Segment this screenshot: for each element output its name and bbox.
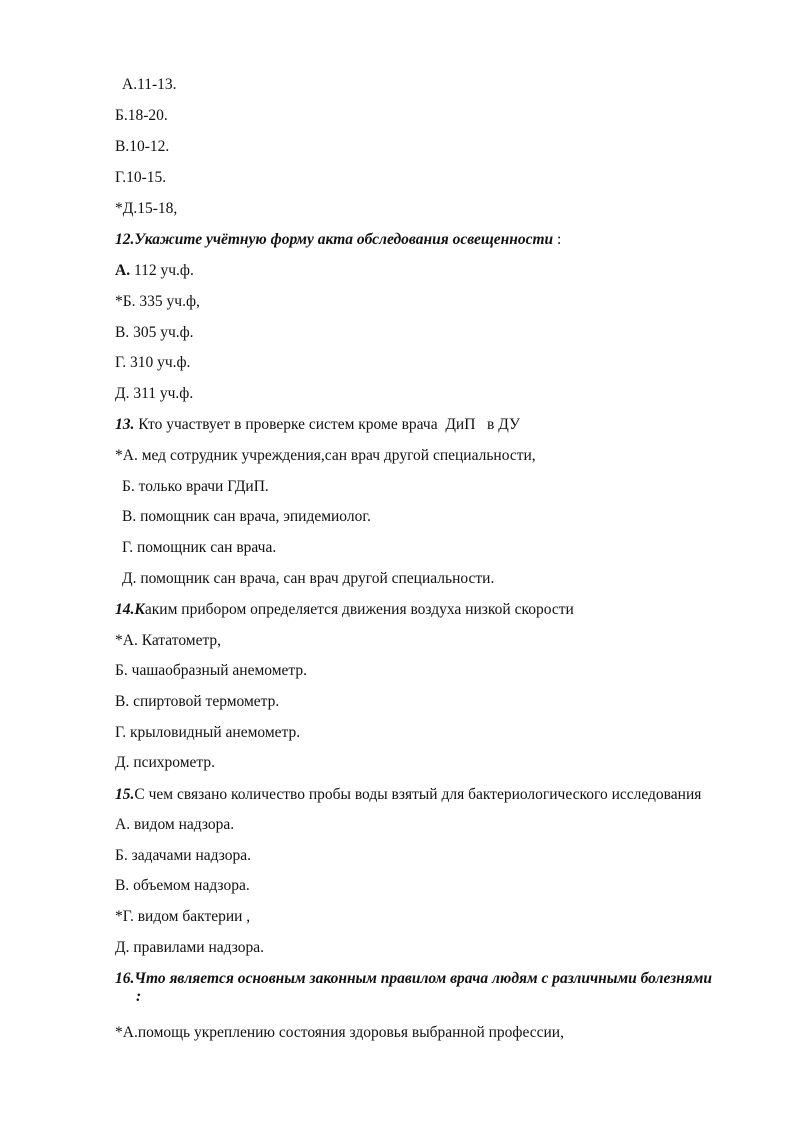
q14-option-c: В. спиртовой термометр.	[115, 693, 280, 710]
q11-option-a: А.11-13.	[122, 76, 177, 93]
q16-question	[115, 969, 712, 989]
q13-option-d: Г. помощник сан врача.	[122, 539, 277, 556]
q12-option-a-text: 112 уч.ф.	[130, 262, 194, 279]
q12-option-c: В. 305 уч.ф.	[115, 324, 194, 341]
q15-option-d: *Г. видом бактерии ,	[115, 908, 251, 925]
q14-number: 14.К	[115, 601, 145, 618]
q12-option-e: Д. 311 уч.ф.	[115, 385, 194, 402]
q12-option-b: *Б. 335 уч.ф,	[115, 293, 200, 310]
q13-option-a: *А. мед сотрудник учреждения,сан врач другой специальности,	[115, 447, 536, 464]
q13-option-b: Б. только врачи ГДиП.	[122, 478, 269, 495]
q14-option-d: Г. крыловидный анемометр.	[115, 724, 301, 741]
q14-option-b: Б. чашаобразный анемометр.	[115, 662, 308, 679]
q14-option-e: Д. психрометр.	[115, 754, 216, 771]
q13-option-e: Д. помощник сан врача, сан врач другой специальности.	[122, 570, 495, 587]
q13-text: Кто участвует в проверке систем кроме врача ДиП в ДУ	[134, 416, 520, 433]
q15-text: С чем связано количество пробы воды взятый для бактериологического исследования	[134, 786, 702, 803]
q13-option-c: В. помощник сан врача, эпидемиолог.	[122, 508, 371, 525]
q15-question	[115, 785, 701, 805]
q12-text: Укажите учётную форму акта обследования освещенности	[134, 231, 554, 248]
q15-number: 15.	[115, 786, 135, 803]
q12-option-a	[115, 261, 194, 281]
q12-option-d: Г. 310 уч.ф.	[115, 354, 191, 371]
q14-text: аким прибором определяется движения воздуха низкой скорости	[144, 601, 574, 618]
q11-option-e: *Д.15-18,	[115, 200, 178, 217]
q16-option-a: *А.помощь укреплению состояния здоровья выбранной профессии,	[115, 1024, 564, 1041]
q11-option-d: Г.10-15.	[115, 169, 167, 186]
q12-suffix: :	[553, 231, 562, 248]
q12-option-a-letter: А.	[115, 262, 131, 279]
q15-option-c: В. объемом надзора.	[115, 877, 250, 894]
q12-question	[115, 230, 561, 250]
q14-question	[115, 600, 574, 620]
q14-option-a: *А. Кататометр,	[115, 632, 222, 649]
q12-number: 12.	[115, 231, 135, 248]
q15-option-e: Д. правилами надзора.	[115, 939, 264, 956]
q11-option-c: В.10-12.	[115, 138, 170, 155]
q16-text: Что является основным законным правилом врача людям с различными болезнями	[134, 970, 712, 987]
q11-option-b: Б.18-20.	[115, 107, 168, 124]
q15-option-a: А. видом надзора.	[115, 816, 235, 833]
q13-number: 13.	[115, 416, 135, 433]
q16-colon: :	[136, 988, 142, 1005]
q15-option-b: Б. задачами надзора.	[115, 847, 251, 864]
q16-number: 16.	[115, 970, 135, 987]
q13-question	[115, 415, 520, 435]
